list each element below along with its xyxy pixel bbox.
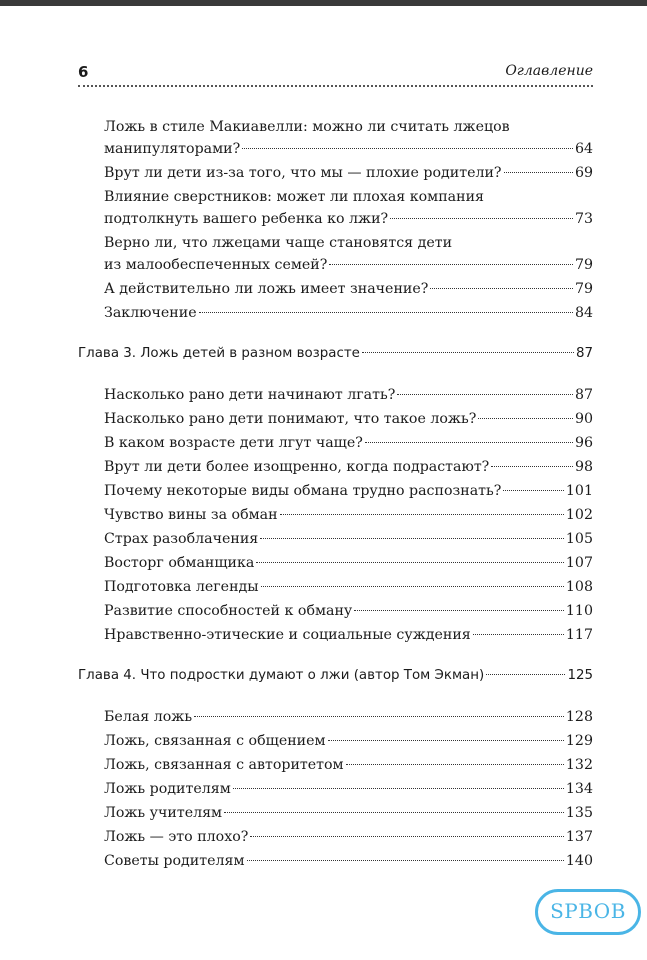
dot-leader: [491, 466, 573, 467]
toc-page-number: 137: [565, 829, 593, 845]
toc-entry[interactable]: [104, 778, 593, 800]
toc-page-number: 129: [565, 733, 593, 749]
toc-page-number: 87: [574, 387, 593, 403]
toc-page-number: 110: [565, 603, 593, 619]
dot-leader: [362, 352, 574, 353]
toc-entry[interactable]: [104, 624, 593, 646]
toc-page-number: 69: [574, 165, 593, 181]
dot-leader: [329, 264, 573, 265]
toc-entry-title: из малообеспеченных семей?: [104, 257, 328, 273]
toc-entry-line: [104, 528, 593, 550]
toc-entry-line: [104, 778, 593, 800]
toc-entry[interactable]: [104, 278, 593, 300]
toc-entry-title: Насколько рано дети начинают лгать?: [104, 387, 396, 403]
toc-entry-line: [104, 432, 593, 454]
running-title: Оглавление: [505, 63, 593, 79]
toc-entry-line: [104, 754, 593, 776]
toc-entry-title: Ложь — это плохо?: [104, 829, 249, 845]
header-dotted-rule: [78, 85, 593, 87]
toc-entry-line: [78, 665, 593, 687]
toc-entry-title: Советы родителям: [104, 853, 245, 869]
toc-page-number: 105: [565, 531, 593, 547]
toc-entry-line: [104, 802, 593, 824]
toc-page-number: 84: [574, 305, 593, 321]
toc-entry[interactable]: [104, 754, 593, 776]
toc-entry-title: Глава 3. Ложь детей в разном возрасте: [78, 346, 360, 361]
dot-leader: [260, 538, 564, 539]
toc-entry-line: [104, 208, 593, 230]
toc-entry-title: В каком возрасте дети лгут чаще?: [104, 435, 363, 451]
toc-page-number: 101: [565, 483, 593, 499]
toc-entry[interactable]: [104, 552, 593, 574]
dot-leader: [328, 740, 564, 741]
toc-page-number: 90: [574, 411, 593, 427]
toc-entry-title: Почему некоторые виды обмана трудно распознать?: [104, 483, 502, 499]
spbob-watermark-logo: [535, 889, 641, 935]
toc-entry[interactable]: [104, 116, 593, 160]
toc-page-number: 125: [567, 668, 593, 683]
dot-leader: [486, 674, 565, 675]
dot-leader: [430, 288, 573, 289]
toc-entry-title-line: Влияние сверстников: может ли плохая компания: [104, 189, 484, 205]
toc-entry-line: [104, 826, 593, 848]
toc-entry[interactable]: [104, 600, 593, 622]
toc-entry[interactable]: [104, 456, 593, 478]
toc-page-number: 87: [575, 346, 593, 361]
toc-page-number: 96: [574, 435, 593, 451]
toc-entry[interactable]: [104, 408, 593, 430]
toc-entry-title: Глава 4. Что подростки думают о лжи (автор Том Экман): [78, 668, 485, 683]
toc-entry[interactable]: [104, 850, 593, 872]
toc-entry-title: манипуляторами?: [104, 141, 241, 157]
toc-entry-line: [104, 480, 593, 502]
toc-entry-title: Чувство вины за обман: [104, 507, 278, 523]
toc-entry-line: [78, 343, 593, 365]
toc-entry-title-line: Верно ли, что лжецами чаще становятся дети: [104, 235, 453, 251]
toc-entry[interactable]: [104, 232, 593, 276]
toc-entry-title: Ложь, связанная с авторитетом: [104, 757, 344, 773]
top-border: [0, 0, 647, 6]
toc-entry-line: [104, 600, 593, 622]
dot-leader: [233, 788, 564, 789]
toc-page-number: 132: [565, 757, 593, 773]
toc-page-number: 102: [565, 507, 593, 523]
dot-leader: [261, 586, 564, 587]
toc-entry[interactable]: [104, 504, 593, 526]
toc-entry-title: Насколько рано дети понимают, что такое ложь?: [104, 411, 477, 427]
toc-entry-line: [104, 624, 593, 646]
toc-entry[interactable]: [104, 826, 593, 848]
toc-entry[interactable]: [104, 432, 593, 454]
toc-entry-title: Заключение: [104, 305, 197, 321]
toc-entry-line: [104, 254, 593, 276]
table-of-contents: [78, 116, 593, 872]
dot-leader: [199, 312, 573, 313]
toc-entry[interactable]: [104, 384, 593, 406]
toc-page-number: 98: [574, 459, 593, 475]
toc-page-number: 134: [565, 781, 593, 797]
toc-entry-title: Ложь учителям: [104, 805, 223, 821]
toc-entry[interactable]: [104, 802, 593, 824]
toc-entry-title: Развитие способностей к обману: [104, 603, 353, 619]
dot-leader: [247, 860, 564, 861]
toc-entry-line: [104, 384, 593, 406]
dot-leader: [250, 836, 564, 837]
toc-entry-title: подтолкнуть вашего ребенка ко лжи?: [104, 211, 389, 227]
toc-entry-title: Белая ложь: [104, 709, 193, 725]
toc-page-number: 135: [565, 805, 593, 821]
toc-entry-title: Врут ли дети из-за того, что мы — плохие родители?: [104, 165, 502, 181]
toc-chapter[interactable]: [78, 665, 593, 687]
toc-entry-title: Ложь родителям: [104, 781, 231, 797]
dot-leader: [256, 562, 564, 563]
toc-entry-line: [104, 730, 593, 752]
dot-leader: [365, 442, 573, 443]
toc-entry-line: [104, 278, 593, 300]
dot-leader: [503, 490, 564, 491]
toc-entry-line: [104, 456, 593, 478]
toc-page-number: 79: [574, 281, 593, 297]
dot-leader: [346, 764, 564, 765]
toc-entry[interactable]: [104, 162, 593, 184]
toc-entry[interactable]: [104, 302, 593, 324]
dot-leader: [224, 812, 564, 813]
toc-entry-line: [104, 706, 593, 728]
toc-entry-title: Ложь, связанная с общением: [104, 733, 326, 749]
dot-leader: [354, 610, 564, 611]
toc-chapter[interactable]: [78, 343, 593, 365]
toc-entry-title: Подготовка легенды: [104, 579, 259, 595]
page-number: 6: [78, 63, 89, 81]
toc-entry-title: А действительно ли ложь имеет значение?: [104, 281, 429, 297]
toc-entry-title: Врут ли дети более изощренно, когда подрастают?: [104, 459, 490, 475]
toc-entry-title: Нравственно-этические и социальные суждения: [104, 627, 471, 643]
dot-leader: [242, 148, 573, 149]
toc-entry-line: [104, 850, 593, 872]
dot-leader: [194, 716, 564, 717]
toc-entry[interactable]: [104, 730, 593, 752]
toc-entry-title: Страх разоблачения: [104, 531, 259, 547]
toc-entry[interactable]: [104, 528, 593, 550]
toc-entry-title-line: Ложь в стиле Макиавелли: можно ли считать лжецов: [104, 119, 510, 135]
toc-page-number: 107: [565, 555, 593, 571]
toc-entry[interactable]: [104, 576, 593, 598]
toc-entry[interactable]: [104, 706, 593, 728]
toc-entry-line: [104, 162, 593, 184]
toc-page-number: 117: [565, 627, 593, 643]
toc-entry-line: [104, 552, 593, 574]
toc-page-number: 64: [574, 141, 593, 157]
toc-page-number: 128: [565, 709, 593, 725]
dot-leader: [473, 634, 564, 635]
toc-entry-line: [104, 302, 593, 324]
toc-entry-line: [104, 576, 593, 598]
dot-leader: [280, 514, 564, 515]
toc-entry[interactable]: [104, 186, 593, 230]
toc-entry-line: [104, 504, 593, 526]
toc-entry[interactable]: [104, 480, 593, 502]
toc-page-number: 73: [574, 211, 593, 227]
toc-page-number: 140: [565, 853, 593, 869]
toc-page-number: 79: [574, 257, 593, 273]
toc-entry-line: [104, 138, 593, 160]
toc-page-number: 108: [565, 579, 593, 595]
toc-entry-title: Восторг обманщика: [104, 555, 255, 571]
dot-leader: [390, 218, 573, 219]
dot-leader: [397, 394, 573, 395]
toc-entry-line: [104, 408, 593, 430]
dot-leader: [504, 172, 573, 173]
page-header: [78, 60, 593, 90]
dot-leader: [478, 418, 573, 419]
watermark-text: SPBOB: [550, 899, 626, 923]
